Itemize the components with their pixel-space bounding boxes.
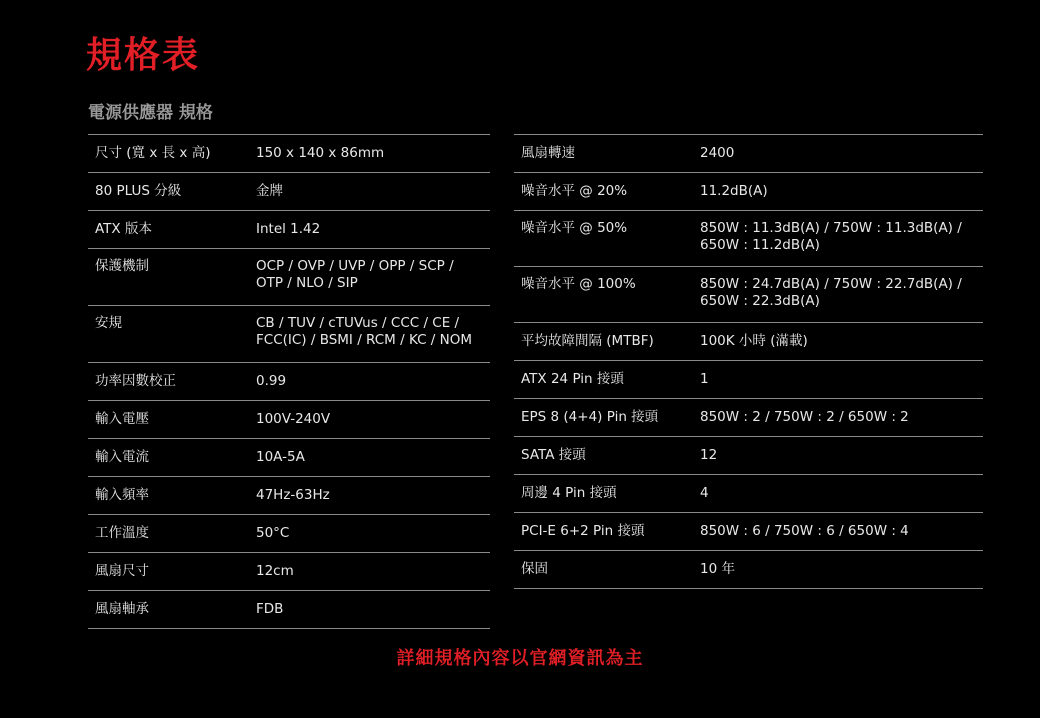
spec-value [256, 411, 490, 428]
spec-label: 輸入電壓 [95, 411, 149, 427]
spec-label: ATX 版本 [95, 221, 152, 237]
spec-value-line: 850W : 24.7dB(A) / 750W : 22.7dB(A) / [700, 276, 962, 292]
spec-value-line: 100V-240V [256, 411, 331, 427]
spec-row [514, 551, 983, 589]
spec-label: 80 PLUS 分級 [95, 183, 182, 199]
spec-value [256, 258, 490, 292]
spec-row [514, 173, 983, 211]
spec-value [700, 276, 983, 310]
spec-value-line: 850W : 11.3dB(A) / 750W : 11.3dB(A) / [700, 220, 962, 236]
spec-value [256, 145, 490, 162]
spec-table-right [514, 134, 983, 589]
spec-value [700, 145, 983, 162]
spec-value-line: FCC(IC) / BSMI / RCM / KC / NOM [256, 332, 472, 348]
spec-label: 噪音水平 @ 50% [521, 220, 628, 236]
spec-row [514, 135, 983, 173]
spec-value [700, 371, 983, 388]
spec-row [514, 267, 983, 323]
spec-label: 噪音水平 @ 20% [521, 183, 628, 199]
spec-value-line: Intel 1.42 [256, 221, 321, 237]
spec-row [88, 401, 490, 439]
spec-label: 安規 [95, 315, 122, 331]
spec-value [256, 525, 490, 542]
spec-value-line: 2400 [700, 145, 735, 161]
spec-value [256, 601, 490, 618]
spec-label: 工作溫度 [95, 525, 149, 541]
spec-row [514, 437, 983, 475]
spec-value [700, 447, 983, 464]
spec-value [700, 409, 983, 426]
footer-note: 詳細規格內容以官網資訊為主 [396, 648, 644, 669]
spec-value [256, 315, 490, 349]
spec-label: 噪音水平 @ 100% [521, 276, 636, 292]
spec-value-line: 10 年 [700, 561, 735, 577]
spec-label: 風扇尺寸 [95, 563, 149, 579]
spec-label: 輸入頻率 [95, 487, 149, 503]
spec-value-line: 150 x 140 x 86mm [256, 145, 385, 161]
spec-row [88, 591, 490, 629]
spec-value-line: 47Hz-63Hz [256, 487, 330, 503]
spec-label: 輸入電流 [95, 449, 149, 465]
spec-row [88, 173, 490, 211]
spec-row [88, 249, 490, 306]
spec-value-line: 金牌 [256, 183, 283, 199]
spec-row [514, 361, 983, 399]
spec-row [514, 475, 983, 513]
spec-value-line: 0.99 [256, 373, 287, 389]
spec-value-line: 650W : 11.2dB(A) [700, 237, 820, 253]
spec-row [88, 363, 490, 401]
spec-value-line: 4 [700, 485, 709, 501]
spec-label: 保固 [521, 561, 548, 577]
spec-row [88, 515, 490, 553]
spec-value [700, 333, 983, 350]
spec-label: 保護機制 [95, 258, 149, 274]
spec-value-line: 12cm [256, 563, 294, 579]
spec-table-left [88, 134, 490, 629]
spec-row [514, 323, 983, 361]
spec-value-line: OTP / NLO / SIP [256, 275, 358, 291]
spec-label: SATA 接頭 [521, 447, 586, 463]
spec-value [256, 221, 490, 238]
spec-value-line: 100K 小時 (滿載) [700, 333, 808, 349]
spec-label: ATX 24 Pin 接頭 [521, 371, 624, 387]
spec-value-line: 50°C [256, 525, 290, 541]
spec-value [256, 449, 490, 466]
spec-row [514, 399, 983, 437]
spec-label: 風扇軸承 [95, 601, 149, 617]
spec-value [700, 561, 983, 578]
spec-value-line: 850W : 2 / 750W : 2 / 650W : 2 [700, 409, 909, 425]
spec-label: 尺寸 (寬 x 長 x 高) [95, 145, 211, 161]
spec-row [88, 211, 490, 249]
spec-value [256, 373, 490, 390]
spec-label: 平均故障間隔 (MTBF) [521, 333, 654, 349]
spec-value-line: 10A-5A [256, 449, 305, 465]
spec-value-line: OCP / OVP / UVP / OPP / SCP / [256, 258, 454, 274]
spec-label: 周邊 4 Pin 接頭 [521, 485, 617, 501]
spec-value [700, 485, 983, 502]
spec-row [88, 135, 490, 173]
spec-value [256, 563, 490, 580]
spec-label: 風扇轉速 [521, 145, 575, 161]
section-subtitle: 電源供應器 規格 [88, 103, 213, 123]
spec-value-line: 1 [700, 371, 709, 387]
spec-label: 功率因數校正 [95, 373, 176, 389]
spec-value-line: 11.2dB(A) [700, 183, 768, 199]
spec-value-line: 850W : 6 / 750W : 6 / 650W : 4 [700, 523, 909, 539]
spec-row [88, 477, 490, 515]
spec-row [514, 513, 983, 551]
spec-value-line: 12 [700, 447, 718, 463]
spec-row [88, 553, 490, 591]
spec-label: PCI-E 6+2 Pin 接頭 [521, 523, 645, 539]
spec-row [88, 306, 490, 363]
spec-row [88, 439, 490, 477]
spec-value [700, 183, 983, 200]
spec-value-line: FDB [256, 601, 284, 617]
spec-value-line: 650W : 22.3dB(A) [700, 293, 820, 309]
spec-value [256, 487, 490, 504]
spec-row [514, 211, 983, 267]
spec-value-line: CB / TUV / cTUVus / CCC / CE / [256, 315, 460, 331]
spec-value [256, 183, 490, 200]
spec-label: EPS 8 (4+4) Pin 接頭 [521, 409, 659, 425]
spec-value [700, 523, 983, 540]
page-title: 規格表 [86, 35, 201, 76]
spec-value [700, 220, 983, 254]
